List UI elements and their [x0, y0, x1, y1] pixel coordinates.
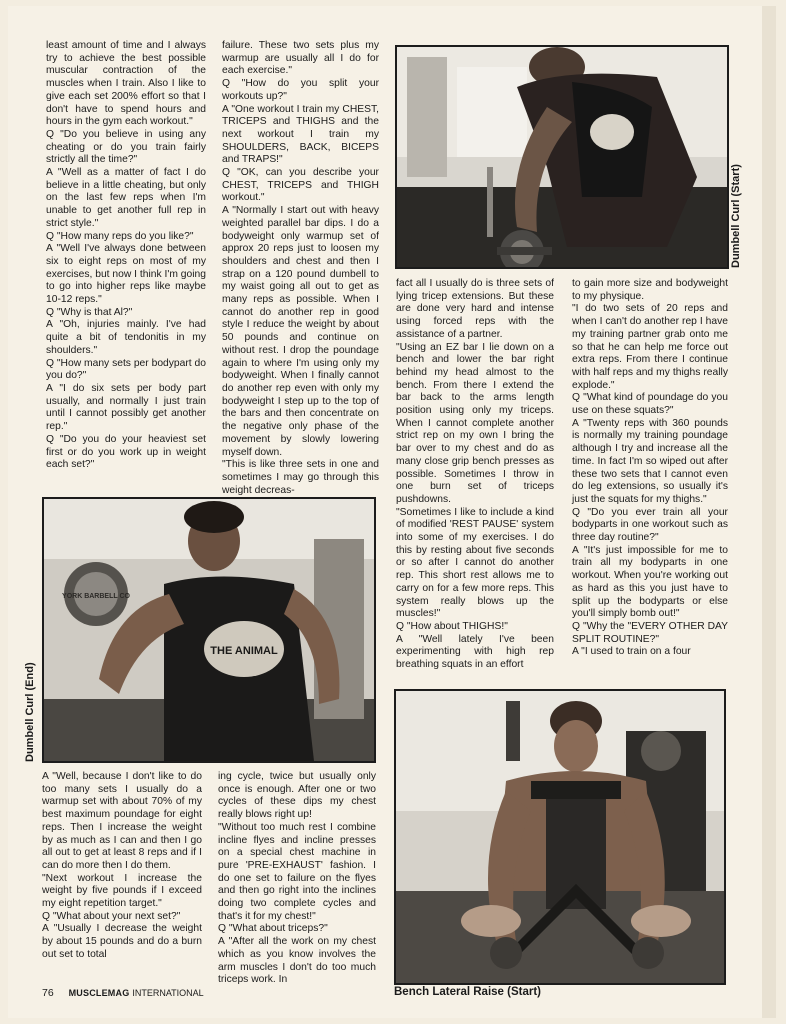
answer: A "Well as a matter of fact I do believe in a little cheating, but only on the last few reps when I'm unable to get another full rep in strict style." — [46, 167, 206, 229]
answer: A "Twenty reps with 360 pounds is normally my training poundage although I try and increase all the time. In fact I'm so wiped out after these two sets that I cannot even do leg extensions, so usually it's just the squats for my thighs." — [572, 417, 728, 505]
question: Q "Why the "EVERY OTHER DAY SPLIT ROUTINE?" — [572, 620, 728, 645]
answer: A "Normally I start out with heavy weighted parallel bar dips. I do a bodyweight only warmup set of approx 20 reps just to loosen my shoulders and chest and then I strap on a 120 pound dumbell to my waist going all out to get as many reps as possible. When I cannot do another rep in good style I reduce the weight by about 50 pounds and continue on without rest. I drop the poundage again to where I'm using only my bodyweight. When I finally cannot do another rep even with only my bodyweight I step up to the top of the bars and then concentrate on the negative only phase of the movement by slowly lowering myself down. — [222, 205, 379, 458]
photo-dumbell-curl-start — [395, 45, 729, 269]
caption-bottom-photo: Bench Lateral Raise (Start) — [394, 986, 541, 998]
answer: A "One workout I train my CHEST, TRICEPS and THIGHS and the next workout I train my SHOULDERS, BACK, BICEPS and TRAPS!" — [222, 103, 379, 166]
question: Q "Do you believe in using any cheating or do you train fairly strictly all the time?" — [46, 128, 206, 166]
question: Q "What about triceps?" — [218, 923, 328, 935]
paragraph: to gain more size and bodyweight to my physique. — [572, 278, 728, 302]
answer: A "It's just impossible for me to train all my bodyparts in one workout. When you're working out as hard as this you just have to split up the bodyparts or else you'll simply bomb out!" — [572, 544, 728, 620]
paragraph: fact all I usually do is three sets of lying tricep extensions. But these are done very hard and intense using forced reps with the assistance of a partner. — [396, 278, 554, 340]
page-footer — [42, 987, 204, 999]
answer: A "Well I've always done between six to eight reps on most of my exercises, but now I think I'm going to go into higher reps like maybe 10-12 reps." — [46, 243, 206, 306]
photo-dumbell-curl-end — [42, 497, 376, 763]
question: Q "How about THIGHS!" — [396, 620, 508, 632]
answer: A "I do six sets per body part usually, and normally I just train until I cannot possibly get another rep." — [46, 382, 206, 433]
paragraph: "Sometimes I like to include a kind of modified 'REST PAUSE' system into some of my exercises. I do this by resting about five seconds or so after I cannot do another rep. This short rest allows me to carry on for a few more reps. This system really blows up the muscles!" — [396, 506, 554, 620]
answer: A "Oh, injuries mainly. I've had quite a bit of tendonitis in my shoulders." — [46, 319, 206, 356]
answer: A "Well lately I've been experimenting with high rep breathing squats in an effort — [396, 633, 554, 671]
paragraph: ing cycle, twice but usually only once is enough. After one or two cycles of these dips my chest really blows right up! — [218, 771, 376, 821]
question: Q "How many sets per bodypart do you do?" — [46, 357, 206, 382]
paragraph: "I do two sets of 20 reps and when I can't do another rep I have my training partner grab onto me so that he can help me force out extra reps. From there I continue with half reps and my thighs really explode." — [572, 303, 728, 391]
magazine-name: MUSCLEMAG — [68, 988, 130, 998]
question: Q "Do you ever train all your bodyparts in one workout such as three day routine?" — [572, 506, 728, 544]
paragraph: "Without too much rest I combine incline flyes and incline presses on a special chest machine in pure 'PRE-EXHAUST' fashion. I do one set to failure on the flyes and then go right into the inclines doing two complete cycles and that's it for my chest!" — [218, 821, 376, 922]
paragraph: "Next workout I increase the weight by five pounds if I exceed my eight repetition target." — [42, 872, 202, 910]
paragraph: least amount of time and I always try to achieve the best possible muscular contraction of the muscles when I train. Also I like to give each set 200% effort so that I don't have to spend hours and hours in the gym each workout." — [46, 40, 206, 128]
question: Q "How many reps do you like?" — [46, 230, 194, 242]
text-column-4 — [572, 278, 728, 659]
answer: A "Usually I decrease the weight by about 15 pounds and do a burn out set to total — [42, 923, 202, 960]
text-column-2 — [222, 40, 379, 497]
question: Q "OK, can you describe your CHEST, TRICEPS and THIGH workout." — [222, 167, 379, 204]
page-number: 76 — [42, 987, 54, 999]
paragraph: "Using an EZ bar I lie down on a bench and lower the bar right behind my head almost to the bench. From there I extend the bar back to the arms length position using only my triceps. When I cannot complete another strict rep on my own I bring the bar over to my chest and do as many close grip bench presses as possible. Sometimes I throw in one burn set of triceps pushdowns. — [396, 341, 554, 505]
shirt-logo: THE ANIMAL — [210, 645, 278, 657]
text-column-3 — [396, 278, 554, 672]
question: Q "Do you do your heaviest set first or do you work up in weight each set?" — [46, 433, 206, 471]
answer: A "Well, because I don't like to do too many sets I usually do a warmup set with about 70% of my best maximum poundage for eight reps. Then I increase the weight by as much as I can and then I go all out to get at least 8 reps and if I can do more then I do them. — [42, 771, 202, 871]
paragraph: "This is like three sets in one and sometimes I may go through this weight decreas- — [222, 459, 379, 496]
question: Q "Why is that Al?" — [46, 306, 133, 318]
caption-middle-photo: Dumbell Curl (End) — [24, 662, 36, 762]
page-gutter — [762, 6, 776, 1018]
photo-bench-lateral-raise — [394, 689, 726, 985]
question: Q "What kind of poundage do you use on these squats?" — [572, 392, 728, 417]
magazine-name-suffix: INTERNATIONAL — [132, 988, 204, 998]
answer: A "I used to train on a four — [572, 646, 691, 658]
question: Q "What about your next set?" — [42, 910, 181, 922]
paragraph: failure. These two sets plus my warmup are usually all I do for each exercise." — [222, 40, 379, 77]
text-column-5 — [42, 771, 202, 962]
caption-top-photo: Dumbell Curl (Start) — [730, 164, 742, 268]
text-column-6 — [218, 771, 376, 987]
answer: A "After all the work on my chest which as you know involves the arm muscles I don't do too much triceps work. In — [218, 936, 376, 986]
question: Q "How do you split your workouts up?" — [222, 78, 379, 102]
dumbell-plate-label: YORK BARBELL CO — [62, 593, 130, 600]
text-column-1 — [46, 40, 206, 472]
